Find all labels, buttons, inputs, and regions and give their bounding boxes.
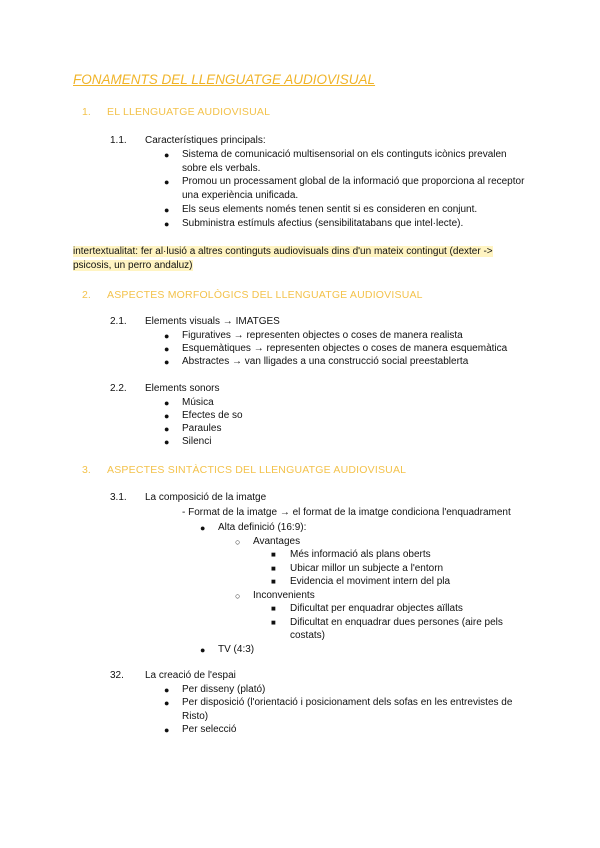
subsection-2-2-number: 2.2. — [110, 383, 127, 394]
list-item: Efectes de so — [182, 410, 243, 421]
list-item: Dificultat en enquadrar dues persones (aire pels — [290, 617, 503, 628]
subsection-1-1-number: 1.1. — [110, 135, 127, 146]
bullet-circle-icon: ○ — [235, 591, 241, 601]
note-line-2: psicosis, un perro andaluz) — [73, 260, 193, 271]
bullet-disc-icon: ● — [200, 645, 206, 655]
bullet-square-icon: ■ — [271, 618, 276, 627]
bullet-disc-icon: ● — [164, 344, 170, 354]
bullet-disc-icon: ● — [164, 205, 170, 215]
bullet-disc-icon: ● — [164, 698, 170, 708]
list-item: Dificultat per enquadrar objectes aïllats — [290, 603, 463, 614]
list-item-continuation: sobre els verbals. — [182, 163, 261, 174]
bullet-disc-icon: ● — [164, 219, 170, 229]
list-item: Abstractes → van lligades a una construcció social preestablerta — [182, 356, 469, 367]
list-item: Per selecció — [182, 724, 237, 735]
subsection-2-2-heading: Elements sonors — [145, 383, 220, 394]
bullet-disc-icon: ● — [164, 685, 170, 695]
bullet-circle-icon: ○ — [235, 537, 241, 547]
list-item: Per disposició (l'orientació i posicionament dels sofas en les entrevistes de — [182, 697, 513, 708]
section-3-title: ASPECTES SINTÀCTICS DEL LLENGUATGE AUDIOVISUAL — [107, 464, 407, 476]
list-item: Ubicar millor un subjecte a l'entorn — [290, 563, 444, 574]
bullet-disc-icon: ● — [164, 725, 170, 735]
subsection-3-2-number: 32. — [110, 670, 124, 681]
bullet-disc-icon: ● — [164, 424, 170, 434]
bullet-disc-icon: ● — [200, 523, 206, 533]
list-item: Figuratives → representen objectes o coses de manera realista — [182, 330, 463, 341]
list-item: Promou un processament global de la informació que proporciona al receptor — [182, 176, 525, 187]
list-item-drawbacks: Inconvenients — [253, 590, 315, 601]
list-item: Paraules — [182, 423, 222, 434]
section-1-number: 1. — [82, 106, 91, 118]
bullet-disc-icon: ● — [164, 331, 170, 341]
section-3-number: 3. — [82, 464, 91, 476]
format-note: - Format de la imatge → el format de la imatge condiciona l'enquadrament — [182, 507, 511, 518]
list-item: Els seus elements només tenen sentit si es consideren en conjunt. — [182, 204, 478, 215]
subsection-3-1-heading: La composició de la imatge — [145, 492, 267, 503]
list-item: Més informació als plans oberts — [290, 549, 431, 560]
subsection-1-1-heading: Característiques principals: — [145, 135, 266, 146]
list-item-continuation: Risto) — [182, 711, 209, 722]
bullet-square-icon: ■ — [271, 604, 276, 613]
subsection-2-1-number: 2.1. — [110, 316, 127, 327]
list-item: Música — [182, 397, 214, 408]
bullet-disc-icon: ● — [164, 177, 170, 187]
list-item: Per disseny (plató) — [182, 684, 266, 695]
list-item-tv: TV (4:3) — [218, 644, 255, 655]
list-item: Sistema de comunicació multisensorial on els continguts icònics prevalen — [182, 149, 507, 160]
document-title: FONAMENTS DEL LLENGUATGE AUDIOVISUAL — [73, 72, 376, 87]
section-2-number: 2. — [82, 289, 91, 301]
bullet-square-icon: ■ — [271, 550, 276, 559]
list-item-advantages: Avantages — [253, 536, 301, 547]
bullet-square-icon: ■ — [271, 577, 276, 586]
subsection-3-2-heading: La creació de l'espai — [145, 670, 236, 681]
bullet-disc-icon: ● — [164, 398, 170, 408]
subsection-2-1-heading: Elements visuals → IMATGES — [145, 316, 280, 327]
bullet-disc-icon: ● — [164, 437, 170, 447]
section-2-title: ASPECTES MORFOLÒGICS DEL LLENGUATGE AUDIOVISUAL — [107, 289, 423, 301]
note-line-1: intertextualitat: fer al·lusió a altres continguts audiovisuals dins d'un mateix contingut (dexter -> — [73, 246, 493, 257]
subsection-3-1-number: 3.1. — [110, 492, 127, 503]
bullet-square-icon: ■ — [271, 564, 276, 573]
bullet-disc-icon: ● — [164, 411, 170, 421]
bullet-disc-icon: ● — [164, 150, 170, 160]
list-item-hd: Alta definició (16:9): — [218, 522, 307, 533]
list-item-continuation: una experiència unificada. — [182, 190, 299, 201]
list-item: Silenci — [182, 436, 212, 447]
section-1-title: EL LLENGUATGE AUDIOVISUAL — [107, 106, 271, 118]
list-item: Evidencia el moviment intern del pla — [290, 576, 451, 587]
list-item: Subministra estímuls afectius (sensibilitatabans que intel·lecte). — [182, 218, 464, 229]
bullet-disc-icon: ● — [164, 357, 170, 367]
list-item: Esquemàtiques → representen objectes o coses de manera esquemàtica — [182, 343, 508, 354]
list-item-continuation: costats) — [290, 630, 326, 641]
